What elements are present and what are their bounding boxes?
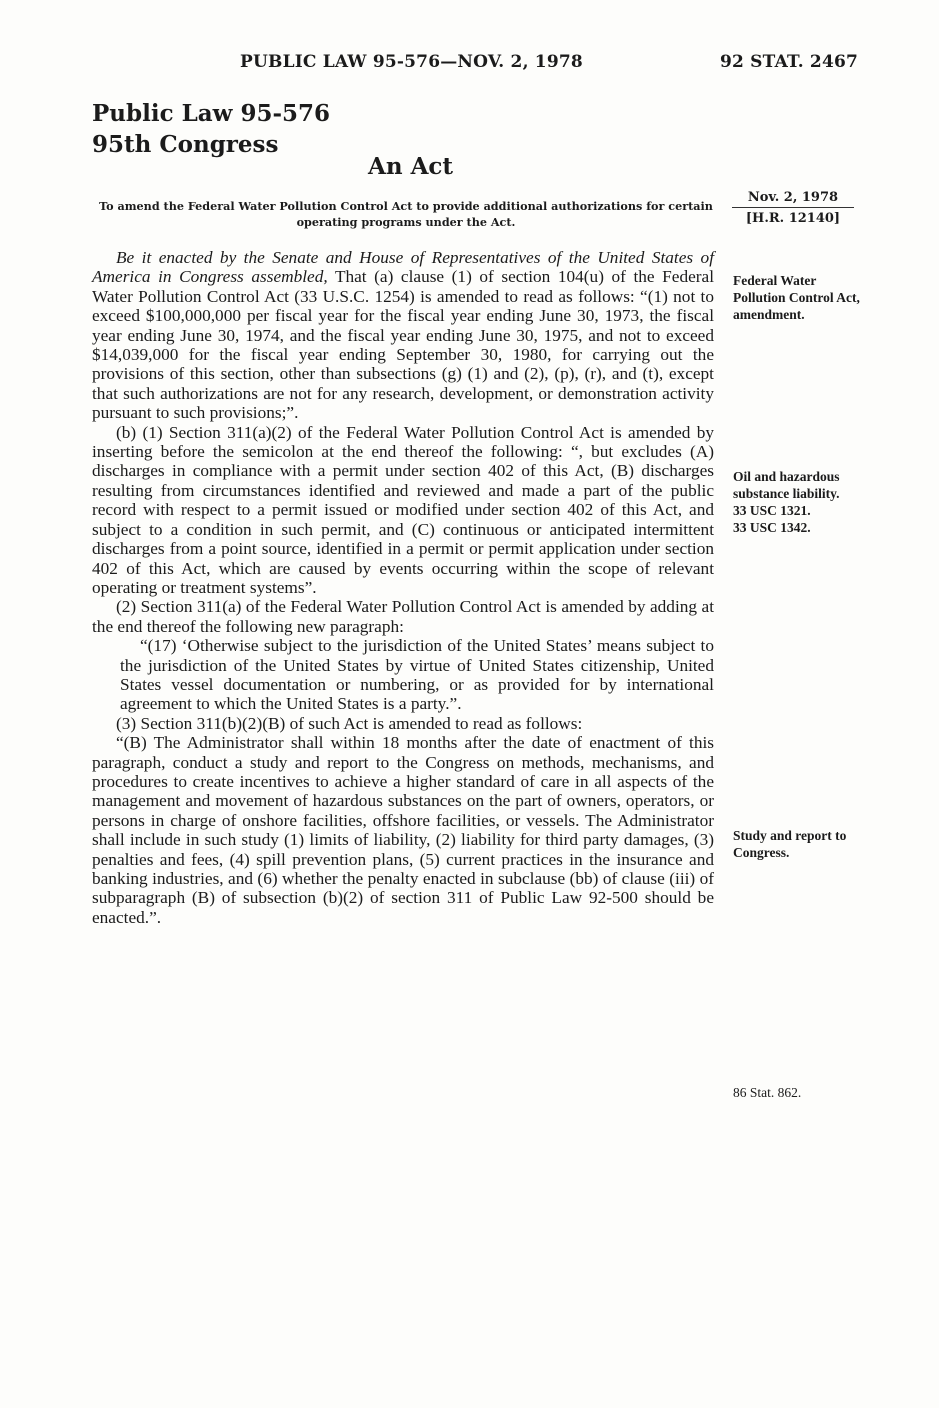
margin-note-oil-liability-label: Oil and hazardous substance liability. xyxy=(733,469,840,501)
act-heading: An Act xyxy=(368,153,454,180)
enactment-date: Nov. 2, 1978 xyxy=(732,190,854,208)
section-b3-quote: “(B) The Administrator shall within 18 months after the date of enactment of this paragraph, conduct a study and report to the Congress on methods, mechanisms, and procedures to create incentives to achieve a higher standard of care in all aspects of the management and movement of hazardous substances on the part of owners, operators, or persons in charge of onshore facilities, offshore facilities, or vessels. The Administrator shall include in such study (1) limits of liability, (2) liability for third party damages, (3) penalties and fees, (4) spill prevention plans, (5) current practices in the insurance and banking industries, and (6) whether the penalty enacted in subclause (bb) of clause (iii) of subparagraph (B) of subsection (b)(2) of section 311 of Public Law 92-500 should be enacted.”. xyxy=(92,733,714,927)
section-b2-quote xyxy=(120,636,714,714)
section-b1: (b) (1) Section 311(a)(2) of the Federal Water Pollution Control Act is amended by inserting before the semicolon at the end thereof the following: “, but excludes (A) discharges in compliance with a permit under section 402 of this Act, (B) discharges resulting from circumstances identified and reviewed and made a part of the public record with respect to a permit issued or modified under section 402 of this Act, and subject to a condition in such permit, and (C) continuous or anticipated intermittent discharges from a point source, identified in a permit or permit application under section 402 of this Act, which are caused by events occurring within the scope of relevant operating or treatment systems”. xyxy=(92,422,714,597)
section-b3: (3) Section 311(b)(2)(B) of such Act is amended to read as follows: xyxy=(116,713,583,733)
running-head-title: PUBLIC LAW 95-576—NOV. 2, 1978 xyxy=(240,52,583,72)
margin-note-stat-citation: 86 Stat. 862. xyxy=(733,1085,802,1100)
law-title xyxy=(92,98,330,160)
margin-note-cite-1321: 33 USC 1321. xyxy=(733,503,811,518)
law-number: Public Law 95-576 xyxy=(92,100,331,127)
act-purpose: To amend the Federal Water Pollution Control Act to provide additional authorizations for certain operating programs under the Act. xyxy=(99,199,713,229)
running-head-stat: 92 STAT. 2467 xyxy=(720,52,859,72)
margin-note-study-report: Study and report to Congress. xyxy=(733,828,847,860)
margin-note-oil-liability xyxy=(733,468,863,536)
margin-note-cite-1342: 33 USC 1342. xyxy=(733,520,811,535)
enacting-clause: Be it enacted by the Senate and House of Representatives of the United States of America in Congress assembled, xyxy=(92,248,714,287)
congress-number: 95th Congress xyxy=(92,131,279,158)
margin-note-fwpca-amendment: Federal Water Pollution Control Act, amendment. xyxy=(733,273,860,322)
bill-number: [H.R. 12140] xyxy=(745,211,841,226)
section-b2-quote-text: “(17) ‘Otherwise subject to the jurisdiction of the United States’ means subject to the jurisdiction of the United States by virtue of United States citizenship, United States vessel documentation or numbering, or as provided for by international agreement to which the United States is a party.”. xyxy=(120,636,714,714)
section-a-text: That (a) clause (1) of section 104(u) of the Federal Water Pollution Control Act (33 U.S.C. 1254) is amended to read as follows: “(1) not to exceed $100,000,000 per fiscal year for the fiscal year ending June 30, 1973, the fiscal year ending June 30, 1974, and the fiscal year ending June 30, 1975, and not to exceed $14,039,000 for the fiscal year ending September 30, 1980, for carrying out the provisions of this section, other than subsections (g) (1) and (2), (p), (r), and (t), except that such authorizations are not for any research, development, or demonstration activity pursuant to such provisions;”. xyxy=(92,267,714,423)
section-a xyxy=(92,248,714,423)
act-body xyxy=(92,248,714,927)
date-bill-box xyxy=(732,190,854,226)
section-b2: (2) Section 311(a) of the Federal Water Pollution Control Act is amended by adding at the end thereof the following new paragraph: xyxy=(92,597,714,636)
